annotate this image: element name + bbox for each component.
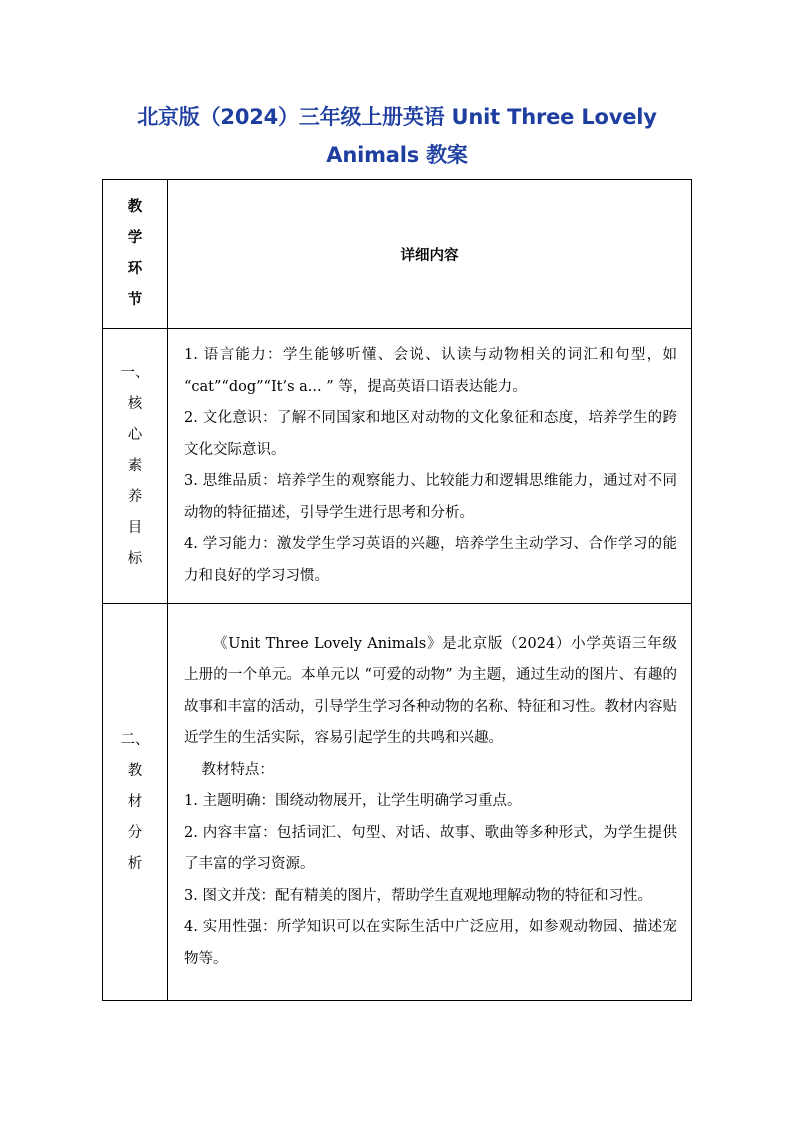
content-cell-material-analysis (168, 604, 692, 1001)
goal-paragraph: 1. 语言能力：学生能够听懂、会说、认读与动物相关的词汇和句型，如 “cat”“dog”“It’s a... ” 等，提高英语口语表达能力。 (184, 347, 677, 395)
stage-char: 分 (127, 824, 143, 841)
stage-char: 目 (127, 519, 143, 536)
header-stage-char: 节 (127, 292, 143, 308)
stage-char: 析 (127, 855, 143, 872)
header-stage-char: 教 (127, 199, 143, 215)
header-stage-char: 学 (127, 230, 143, 246)
table-header-row (103, 180, 692, 329)
stage-char: 标 (127, 550, 143, 567)
title-line-1: 北京版（2024）三年级上册英语 Unit Three Lovely (137, 105, 657, 129)
feature-paragraph: 1. 主题明确：围绕动物展开，让学生明确学习重点。 (184, 793, 522, 810)
header-stage-label (128, 192, 143, 316)
title-line-2: Animals 教案 (326, 143, 468, 167)
stage-char: 教 (127, 762, 143, 779)
feature-paragraph: 2. 内容丰富：包括词汇、句型、对话、故事、歌曲等多种形式，为学生提供了丰富的学习资源。 (184, 824, 677, 873)
stage-char: 养 (127, 488, 143, 505)
analysis-intro: 《Unit Three Lovely Animals》是北京版（2024）小学英语三年级上册的一个单元。本单元以 “可爱的动物” 为主题，通过生动的图片、有趣的故事和丰富的活动，引导学生学习各种动物的名称、特征和习性。教材内容贴近学生的生活实际，容易引起学生的共鸣和兴趣。 (184, 635, 677, 747)
document-title (0, 98, 794, 174)
goal-paragraph: 2. 文化意识：了解不同国家和地区对动物的文化象征和态度，培养学生的跨文化交际意识。 (184, 410, 677, 458)
stage-label-core-goals (121, 358, 150, 575)
material-analysis-text (168, 629, 691, 976)
stage-char: 一、 (120, 364, 150, 381)
stage-char: 核 (127, 395, 143, 412)
stage-cell-material-analysis (103, 604, 168, 1001)
goal-paragraph: 4. 学习能力：激发学生学习英语的兴趣，培养学生主动学习、合作学习的能力和良好的学习习惯。 (184, 536, 677, 584)
goal-paragraph: 3. 思维品质：培养学生的观察能力、比较能力和逻辑思维能力，通过对不同动物的特征描述，引导学生进行思考和分析。 (184, 473, 677, 521)
feature-paragraph: 4. 实用性强：所学知识可以在实际生活中广泛应用，如参观动物园、描述宠物等。 (184, 919, 677, 967)
stage-char: 素 (127, 457, 143, 474)
header-stage-cell (103, 180, 168, 329)
table-row-core-goals (103, 329, 692, 604)
feature-paragraph: 3. 图文并茂：配有精美的图片，帮助学生直观地理解动物的特征和习性。 (184, 887, 652, 904)
table-row-material-analysis (103, 604, 692, 1001)
lesson-plan-table (102, 179, 692, 1001)
stage-char: 二、 (120, 731, 150, 748)
content-cell-core-goals (168, 329, 692, 604)
stage-char: 心 (127, 426, 143, 443)
stage-char: 材 (127, 793, 143, 810)
stage-cell-core-goals (103, 329, 168, 604)
header-content-cell (168, 180, 692, 329)
features-label: 教材特点： (201, 761, 274, 778)
header-stage-char: 环 (127, 261, 143, 277)
header-content-label: 详细内容 (400, 247, 459, 264)
stage-label-material-analysis (121, 725, 150, 880)
core-goals-text (168, 340, 691, 592)
